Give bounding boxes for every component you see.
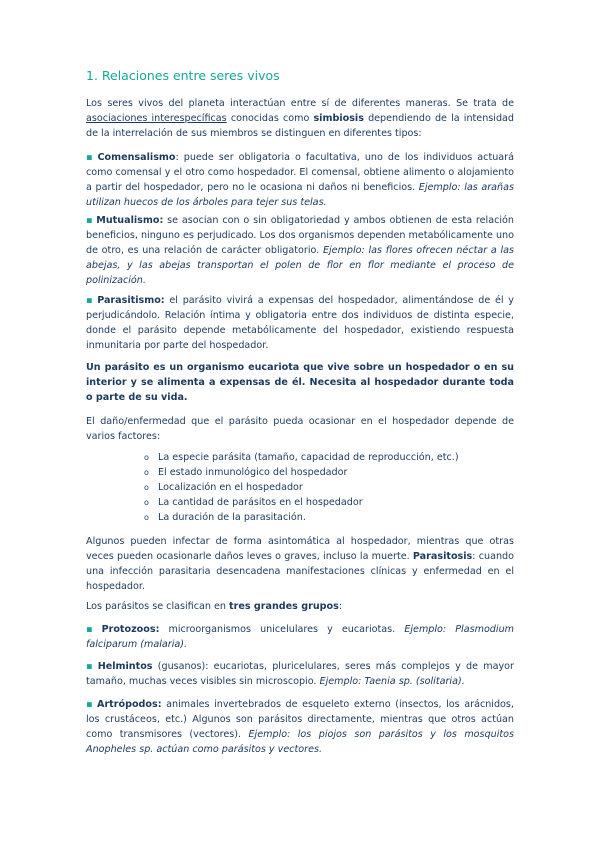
- bullet-icon: ▪: [86, 624, 99, 635]
- example-text: Ejemplo: las flores ofrecen néctar a las abejas, y las abejas transportan el polen de flor en flor mediante el proceso de polinización.: [86, 245, 514, 286]
- intro-text: dependiendo de la intensidad de la interrelación de sus miembros se distinguen en diferentes tipos:: [86, 113, 514, 139]
- term-helminths: Helmintos: [97, 661, 153, 672]
- symbiosis-term: simbiosis: [313, 113, 364, 124]
- parasite-definition: Un parásito es un organismo eucariota que vive sobre un hospedador o en su interior y se alimenta a expensas de él. Necesita al hospedador durante toda o parte de su vida.: [86, 362, 514, 403]
- example-text: Ejemplo: los piojos son parásitos y los mosquitos Anopheles sp. actúan como parásitos y vectores.: [86, 729, 514, 755]
- factor-item: [144, 480, 459, 495]
- factor-text: La duración de la parasitación.: [158, 512, 306, 523]
- factor-item: [144, 510, 459, 525]
- infection-text: : cuando una infección parasitaria desencadena manifestaciones clínicas y enfermedad en el hospedador.: [86, 551, 514, 592]
- intro-text: conocidas como: [226, 113, 314, 124]
- term-mutualism: Mutualismo:: [96, 215, 164, 226]
- bullet-icon: ▪: [86, 661, 95, 672]
- bullet-icon: ▪: [86, 152, 95, 163]
- interspecific-associations-term: asociaciones interespecíficas: [86, 113, 227, 124]
- circle-bullet-icon: o: [144, 498, 149, 507]
- factor-text: La especie parásita (tamaño, capacidad de reproducción, etc.): [158, 452, 459, 463]
- term-protozoa: Protozoos:: [101, 624, 160, 635]
- groups-intro: [86, 599, 514, 614]
- definition-text: animales invertebrados de esqueleto externo (insectos, los arácnidos, los crustáceos, etc.) Algunos son parásitos directamente, mientras que otros actúan como transmisores (vectores).: [86, 699, 514, 740]
- infection-text: Algunos pueden infectar de forma asintomática al hospedador, mientras que otras veces pueden ocasionarle daños leves o graves, incluso la muerte.: [86, 536, 514, 562]
- definition-text: : puede ser obligatoria o facultativa, uno de los individuos actuará como comensal y el otro como hospedador. El comensal, obtiene alimento o alojamiento a partir del hospedador, pero no le ocasiona ni daños ni beneficios.: [86, 152, 514, 193]
- factor-text: El estado inmunológico del hospedador: [158, 467, 348, 478]
- circle-bullet-icon: o: [144, 513, 149, 522]
- definition-text: (gusanos): eucariotas, pluricelulares, seres más complejos y de mayor tamaño, muchas veces visibles sin microscopio.: [86, 661, 514, 687]
- circle-bullet-icon: o: [144, 453, 149, 462]
- definition-text: se asocian con o sin obligatoriedad y ambos obtienen de esta relación beneficios, ninguno es perjudicado. Los dos organismos dependen metabólicamente uno de otro, es una relación de carácter obligatorio.: [86, 215, 514, 256]
- intro-text: Los seres vivos del planeta interactúan entre sí de diferentes maneras. Se trata de: [86, 98, 514, 109]
- factor-text: Localización en el hospedador: [158, 482, 303, 493]
- factor-item: [144, 450, 459, 465]
- arthropods-item: [86, 697, 514, 757]
- three-groups-term: tres grandes grupos: [229, 601, 339, 612]
- damage-intro: El daño/enfermedad que el parásito pueda ocasionar en el hospedador depende de varios factores:: [86, 416, 514, 442]
- factor-item: [144, 465, 459, 480]
- definition-text: microorganismos unicelulares y eucariotas.: [159, 624, 405, 635]
- example-text: Ejemplo: Plasmodium falciparum (malaria).: [86, 624, 514, 650]
- parasitism-item: [86, 293, 514, 353]
- factors-list: [144, 450, 459, 525]
- infection-paragraph: [86, 534, 514, 594]
- mutualism-item: [86, 213, 514, 288]
- bullet-icon: ▪: [86, 699, 95, 710]
- commensalism-item: [86, 150, 514, 210]
- term-parasitism: Parasitismo:: [97, 295, 165, 306]
- section-heading: 1. Relaciones entre seres vivos: [86, 68, 280, 83]
- groups-intro-text: Los parásitos se clasifican en: [86, 601, 230, 612]
- bullet-icon: ▪: [86, 295, 95, 306]
- helminths-item: [86, 659, 514, 689]
- intro-paragraph: [86, 96, 514, 141]
- term-arthropods: Artrópodos:: [97, 699, 162, 710]
- protozoa-item: [86, 622, 514, 652]
- circle-bullet-icon: o: [144, 468, 149, 477]
- circle-bullet-icon: o: [144, 483, 149, 492]
- factor-item: [144, 495, 459, 510]
- term-commensalism: Comensalismo: [97, 152, 176, 163]
- factor-text: La cantidad de parásitos en el hospedador: [158, 497, 363, 508]
- example-text: Ejemplo: las arañas utilizan huecos de los árboles para tejer sus telas.: [86, 182, 514, 208]
- groups-intro-text: :: [338, 601, 343, 612]
- definition-text: el parásito vivirá a expensas del hospedador, alimentándose de él y perjudicándolo. Relación íntima y obligatoria entre dos individuos de distinta especie, donde el parásito depende metabólicamente del hospedador, existiendo respuesta inmunitaria por parte del hospedador.: [86, 295, 514, 351]
- parasitosis-term: Parasitosis: [412, 551, 473, 562]
- bullet-icon: ▪: [86, 215, 94, 226]
- example-text: Ejemplo: Taenia sp. (solitaria).: [319, 676, 465, 687]
